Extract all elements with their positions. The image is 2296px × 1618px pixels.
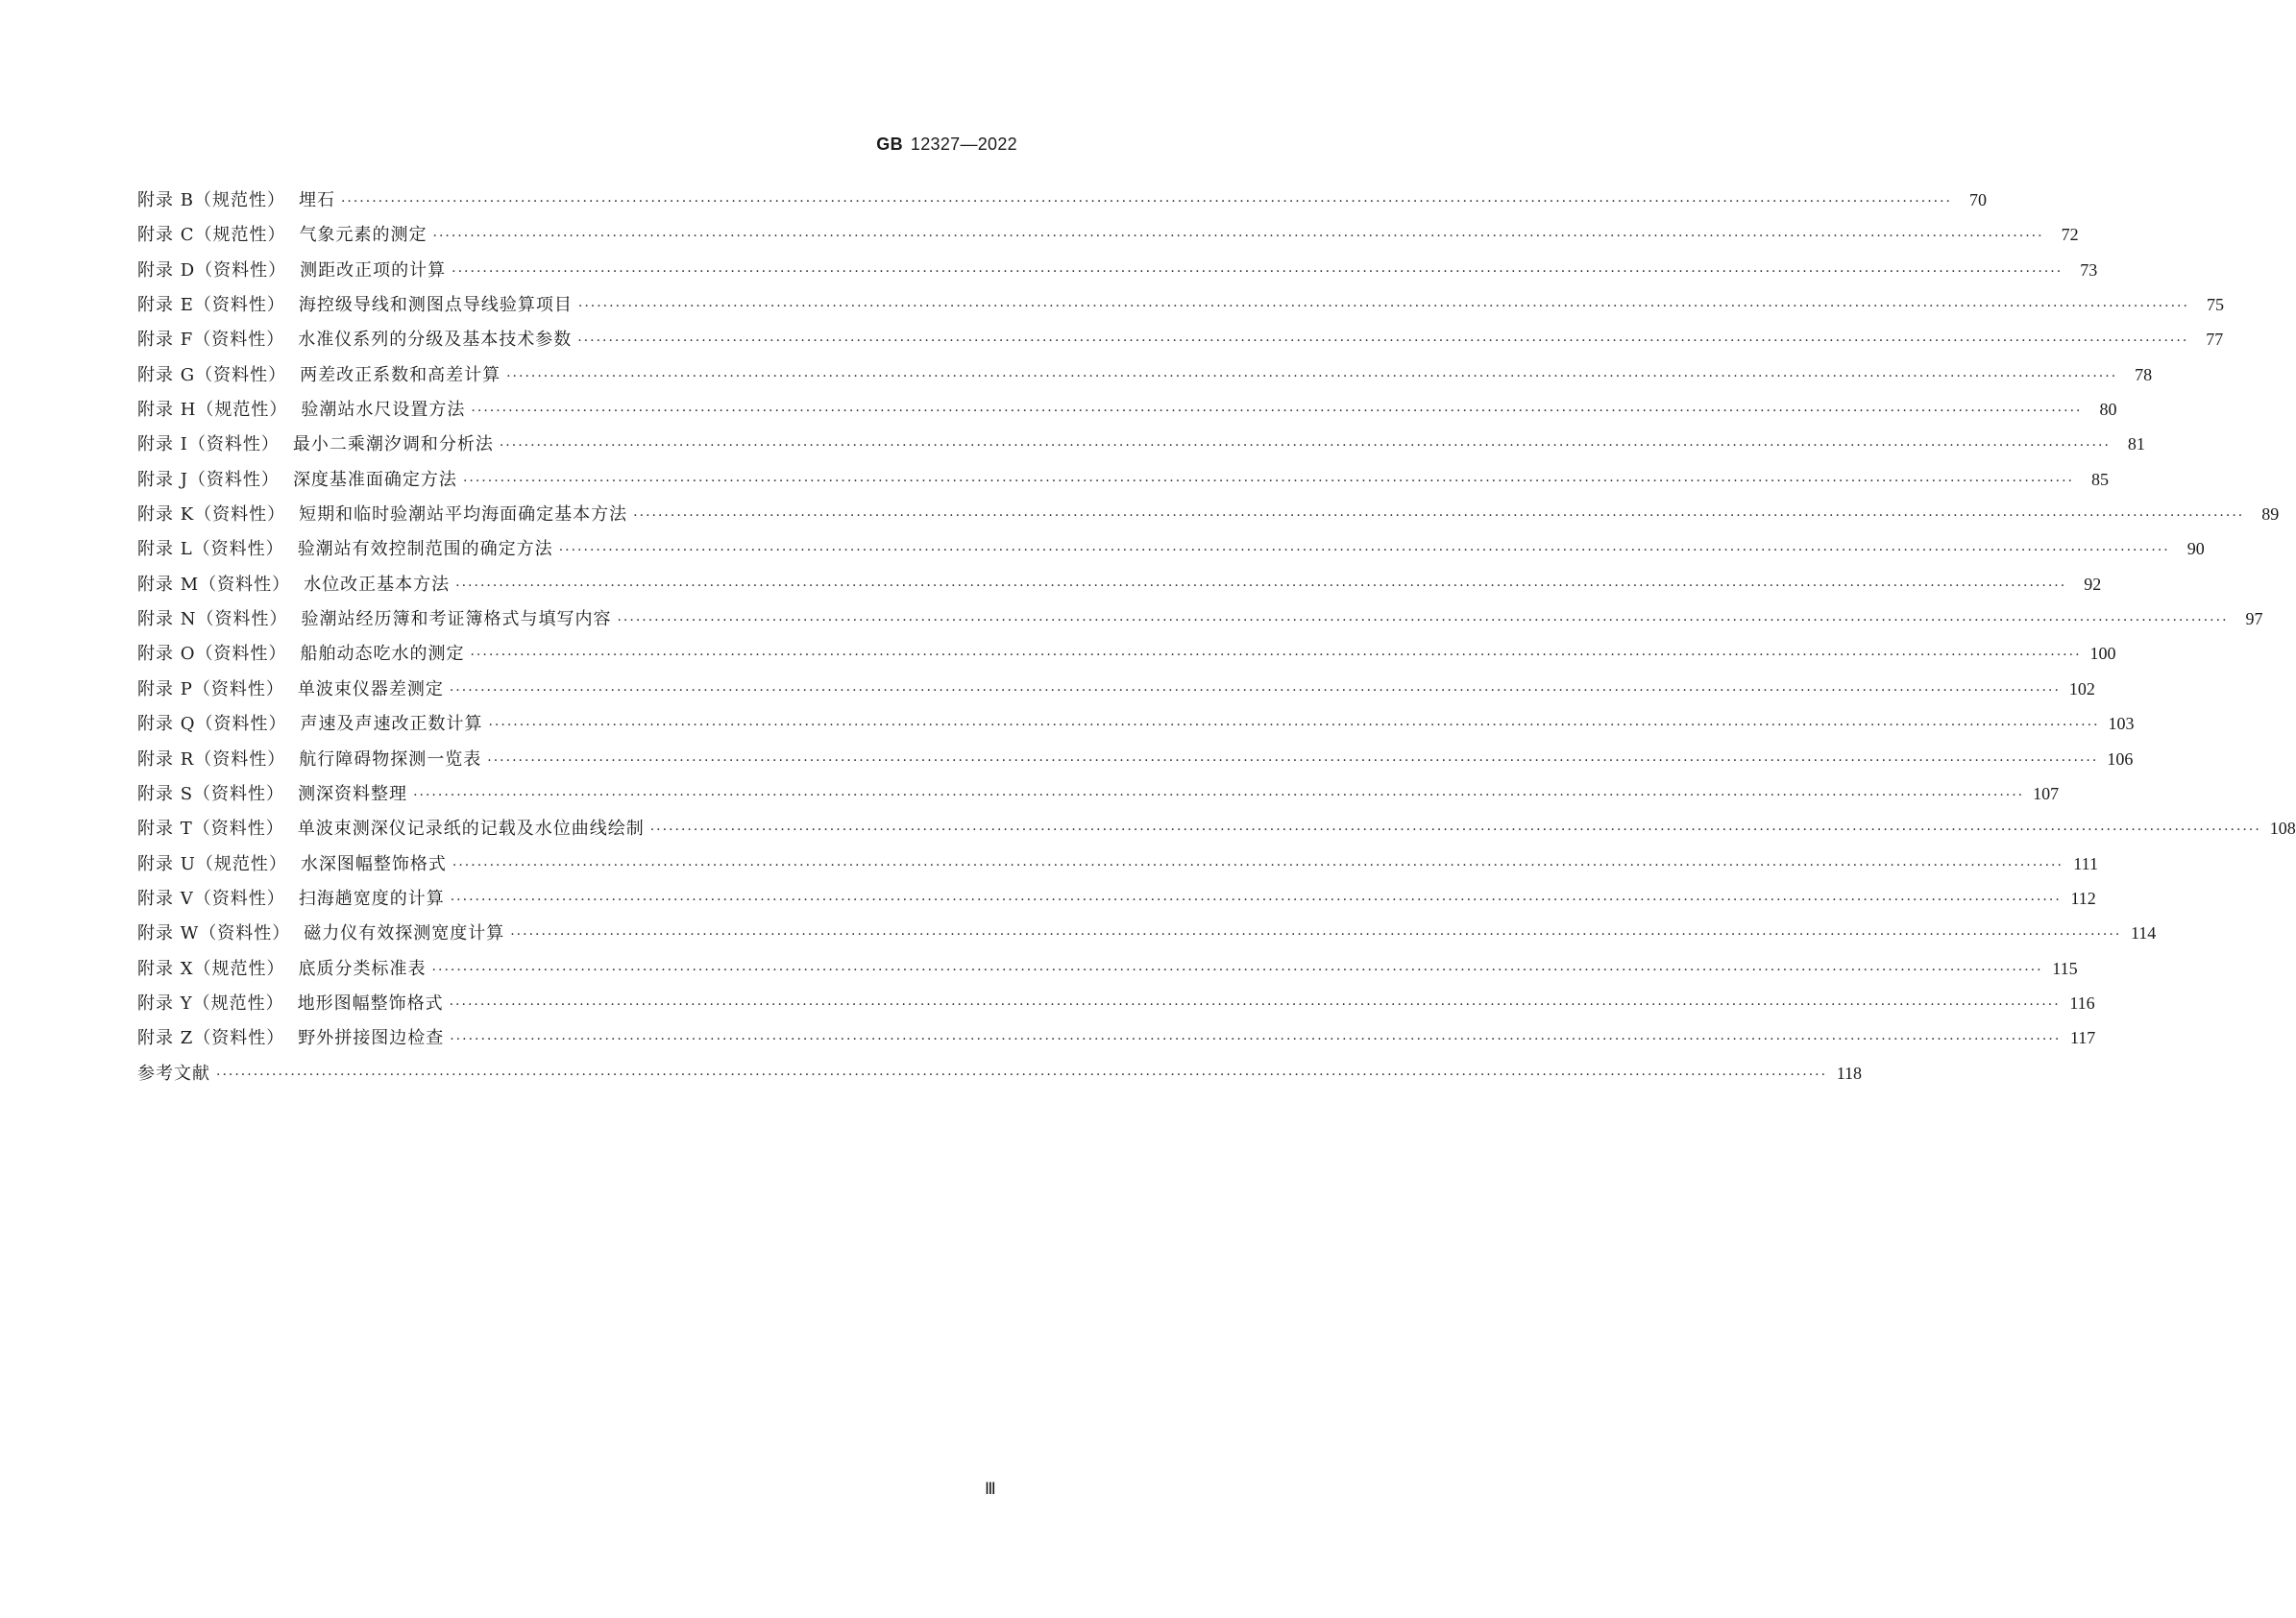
toc-entry[interactable] bbox=[137, 776, 2060, 811]
toc-entry[interactable] bbox=[137, 357, 2153, 392]
toc-entry-page: 114 bbox=[2130, 923, 2157, 944]
toc-entry[interactable] bbox=[137, 916, 2157, 950]
toc-entry[interactable] bbox=[137, 183, 1988, 217]
toc-entry-title: 短期和临时验潮站平均海面确定基本方法 bbox=[299, 504, 628, 526]
toc-entry-page: 102 bbox=[2068, 678, 2095, 699]
toc-entry[interactable] bbox=[137, 462, 2109, 497]
toc-entry-prefix: 附录 P（资料性） bbox=[137, 678, 284, 699]
dot-leader: ···································································································································································································································································· bbox=[499, 438, 2111, 454]
toc-entry[interactable] bbox=[137, 706, 2135, 741]
toc-entry[interactable] bbox=[137, 531, 2205, 566]
toc-entry[interactable] bbox=[137, 986, 2095, 1020]
toc-entry-prefix: 附录 W（资料性） bbox=[137, 923, 291, 944]
toc-entry-prefix: 附录 K（资料性） bbox=[137, 504, 286, 526]
dot-leader: ···································································································································································································································································· bbox=[510, 927, 2122, 944]
toc-entry-page: 117 bbox=[2069, 1028, 2096, 1048]
toc-entry-page: 111 bbox=[2073, 853, 2098, 873]
dot-leader: ···································································································································································································································································· bbox=[617, 613, 2229, 629]
toc-entry-page: 116 bbox=[2069, 993, 2095, 1013]
toc-entry[interactable] bbox=[137, 287, 2224, 322]
toc-entry-page: 77 bbox=[2206, 330, 2224, 350]
toc-entry-prefix: 附录 J（资料性） bbox=[137, 469, 280, 490]
dot-leader: ···································································································································································································································································· bbox=[216, 1066, 1828, 1083]
toc-entry[interactable] bbox=[137, 742, 2134, 776]
dot-leader: ···································································································································································································································································· bbox=[340, 194, 1953, 209]
toc-entry-title: 验潮站水尺设置方法 bbox=[301, 400, 466, 421]
toc-entry-prefix: 附录 C（规范性） bbox=[137, 225, 286, 246]
toc-entry-prefix: 附录 U（规范性） bbox=[137, 853, 287, 874]
toc-entry[interactable] bbox=[137, 1056, 1863, 1091]
dot-leader: ···································································································································································································································································· bbox=[577, 299, 2189, 315]
dot-leader: ···································································································································································································································································· bbox=[649, 822, 2261, 839]
toc-entry-prefix: 附录 X（规范性） bbox=[137, 958, 285, 979]
toc-entry-prefix: 附录 R（资料性） bbox=[137, 748, 286, 770]
toc-entry-page: 81 bbox=[2127, 434, 2145, 454]
toc-entry-title: 最小二乘潮汐调和分析法 bbox=[292, 434, 494, 455]
toc-entry-prefix: 附录 I（资料性） bbox=[137, 434, 280, 455]
page-header bbox=[876, 135, 1017, 155]
toc-entry-page: 118 bbox=[1836, 1063, 1863, 1083]
toc-entry-title: 野外拼接图边检查 bbox=[298, 1028, 445, 1049]
table-of-contents bbox=[137, 183, 2296, 1091]
toc-entry[interactable] bbox=[137, 567, 2102, 601]
toc-entry-title: 气象元素的测定 bbox=[299, 225, 427, 246]
standard-code: GB bbox=[876, 135, 903, 154]
dot-leader: ···································································································································································································································································· bbox=[432, 229, 2044, 245]
toc-entry[interactable] bbox=[137, 672, 2095, 706]
toc-entry-prefix: 附录 D（资料性） bbox=[137, 259, 287, 281]
toc-entry-title: 水位改正基本方法 bbox=[304, 574, 451, 595]
dot-leader: ···································································································································································································································································· bbox=[487, 752, 2099, 769]
dot-leader: ···································································································································································································································································· bbox=[449, 682, 2061, 699]
toc-entry-page: 106 bbox=[2107, 748, 2134, 769]
toc-entry-page: 103 bbox=[2108, 714, 2135, 734]
dot-leader: ···································································································································································································································································· bbox=[471, 404, 2083, 420]
toc-entry-title: 深度基准面确定方法 bbox=[292, 469, 457, 490]
toc-entry-prefix: 附录 O（资料性） bbox=[137, 644, 287, 665]
toc-entry-page: 89 bbox=[2261, 504, 2280, 525]
toc-entry-page: 78 bbox=[2135, 364, 2153, 384]
toc-entry[interactable] bbox=[137, 601, 2263, 636]
toc-entry-page: 97 bbox=[2245, 609, 2263, 629]
toc-entry-title: 单波束仪器差测定 bbox=[297, 678, 444, 699]
toc-entry-prefix: 附录 Y（规范性） bbox=[137, 993, 284, 1014]
dot-leader: ···································································································································································································································································· bbox=[488, 718, 2100, 734]
toc-entry-page: 72 bbox=[2061, 225, 2079, 245]
toc-entry-title: 埋石 bbox=[298, 190, 335, 210]
toc-entry-page: 80 bbox=[2099, 400, 2117, 420]
toc-entry-prefix: 附录 E（资料性） bbox=[137, 295, 285, 316]
toc-entry-title: 测深资料整理 bbox=[298, 783, 408, 804]
dot-leader: ···································································································································································································································································· bbox=[450, 1032, 2062, 1048]
toc-entry-page: 85 bbox=[2091, 469, 2109, 489]
dot-leader: ···································································································································································································································································· bbox=[431, 962, 2043, 978]
toc-entry-prefix: 附录 V（资料性） bbox=[137, 888, 285, 909]
toc-entry-title: 参考文献 bbox=[137, 1063, 210, 1084]
toc-entry-prefix: 附录 H（规范性） bbox=[137, 400, 288, 421]
toc-entry[interactable] bbox=[137, 636, 2116, 671]
toc-entry-prefix: 附录 M（资料性） bbox=[137, 574, 291, 595]
dot-leader: ···································································································································································································································································· bbox=[558, 543, 2170, 559]
dot-leader: ···································································································································································································································································· bbox=[633, 508, 2245, 525]
toc-entry[interactable] bbox=[137, 811, 2296, 846]
toc-entry-title: 单波束测深仪记录纸的记载及水位曲线绘制 bbox=[297, 819, 645, 840]
toc-entry[interactable] bbox=[137, 253, 2098, 287]
toc-entry-prefix: 附录 Q（资料性） bbox=[137, 714, 287, 735]
toc-entry-page: 107 bbox=[2033, 783, 2060, 803]
toc-entry[interactable] bbox=[137, 881, 2096, 916]
toc-entry-title: 底质分类标准表 bbox=[298, 958, 427, 979]
toc-entry-title: 磁力仪有效探测宽度计算 bbox=[304, 923, 505, 944]
toc-entry-title: 水准仪系列的分级及基本技术参数 bbox=[298, 330, 573, 351]
toc-entry[interactable] bbox=[137, 1020, 2096, 1055]
toc-entry-page: 70 bbox=[1969, 190, 1988, 209]
dot-leader: ···································································································································································································································································· bbox=[452, 857, 2064, 873]
toc-entry-title: 航行障碍物探测一览表 bbox=[299, 748, 482, 770]
toc-entry[interactable] bbox=[137, 392, 2117, 427]
toc-entry-title: 地形图幅整饰格式 bbox=[297, 993, 444, 1014]
toc-entry-title: 验潮站有效控制范围的确定方法 bbox=[297, 539, 553, 560]
toc-entry-page: 92 bbox=[2084, 574, 2102, 594]
toc-entry[interactable] bbox=[137, 427, 2145, 461]
dot-leader: ···································································································································································································································································· bbox=[452, 263, 2064, 280]
toc-entry[interactable] bbox=[137, 497, 2280, 531]
toc-entry-page: 112 bbox=[2070, 888, 2096, 908]
toc-entry-title: 声速及声速改正数计算 bbox=[300, 714, 483, 735]
toc-entry-title: 扫海趟宽度的计算 bbox=[298, 888, 445, 909]
dot-leader: ···································································································································································································································································· bbox=[506, 368, 2118, 384]
toc-entry[interactable] bbox=[137, 951, 2078, 986]
toc-entry-prefix: 附录 N（资料性） bbox=[137, 609, 288, 630]
toc-entry-title: 验潮站经历簿和考证簿格式与填写内容 bbox=[301, 609, 612, 630]
toc-entry-title: 两差改正系数和高差计算 bbox=[300, 364, 501, 385]
toc-entry-page: 90 bbox=[2186, 539, 2205, 559]
toc-entry[interactable] bbox=[137, 322, 2224, 356]
toc-entry[interactable] bbox=[137, 217, 2079, 252]
dot-leader: ···································································································································································································································································· bbox=[470, 648, 2082, 664]
toc-entry-title: 水深图幅整饰格式 bbox=[300, 853, 447, 874]
dot-leader: ···································································································································································································································································· bbox=[413, 787, 2025, 803]
toc-entry-page: 100 bbox=[2089, 644, 2116, 664]
toc-entry-prefix: 附录 L（资料性） bbox=[137, 539, 284, 560]
dot-leader: ···································································································································································································································································· bbox=[577, 333, 2189, 350]
dot-leader: ···································································································································································································································································· bbox=[449, 996, 2061, 1013]
toc-entry[interactable] bbox=[137, 846, 2098, 881]
toc-entry-prefix: 附录 B（规范性） bbox=[137, 190, 285, 210]
toc-entry-title: 海控级导线和测图点导线验算项目 bbox=[298, 295, 573, 316]
toc-entry-prefix: 附录 F（资料性） bbox=[137, 330, 285, 351]
toc-entry-prefix: 附录 S（资料性） bbox=[137, 783, 285, 804]
standard-number: 12327—2022 bbox=[910, 135, 1017, 154]
toc-entry-prefix: 附录 Z（资料性） bbox=[137, 1028, 285, 1049]
toc-entry-prefix: 附录 G（资料性） bbox=[137, 364, 287, 385]
dot-leader: ···································································································································································································································································· bbox=[462, 473, 2074, 489]
toc-entry-title: 船舶动态吃水的测定 bbox=[300, 644, 465, 665]
toc-entry-page: 108 bbox=[2269, 819, 2296, 839]
toc-entry-page: 73 bbox=[2080, 259, 2098, 280]
toc-entry-title: 测距改正项的计算 bbox=[300, 259, 447, 281]
page-number: Ⅲ bbox=[985, 1480, 996, 1498]
toc-entry-page: 115 bbox=[2052, 958, 2078, 978]
dot-leader: ···································································································································································································································································· bbox=[450, 892, 2062, 908]
toc-entry-page: 75 bbox=[2206, 295, 2224, 315]
dot-leader: ···································································································································································································································································· bbox=[455, 577, 2067, 594]
toc-entry-prefix: 附录 T（资料性） bbox=[137, 819, 284, 840]
